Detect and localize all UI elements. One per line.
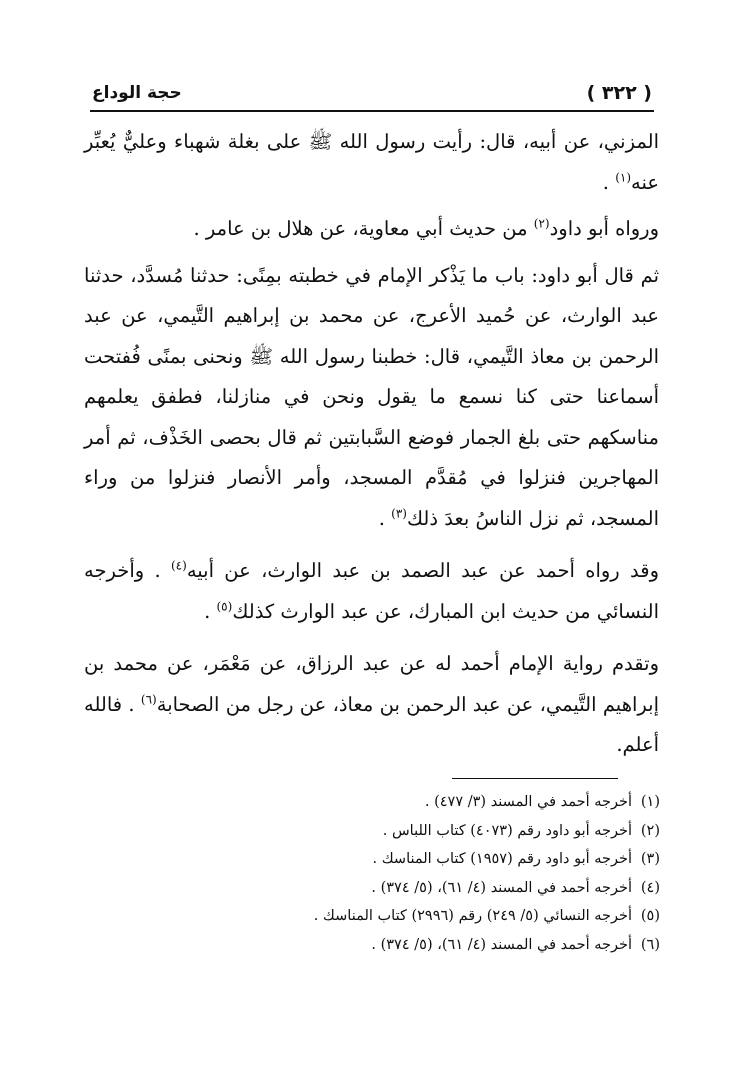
footnote-item: (٢)أخرجه أبو داود رقم (٤٠٧٣) كتاب اللباس . [382, 822, 660, 839]
footnote-ref: (٣) [391, 506, 407, 520]
footnote-item: (٤)أخرجه أحمد في المسند (٤/ ٦١)، (٥/ ٣٧٤) . [371, 879, 660, 896]
footnote-item: (١)أخرجه أحمد في المسند (٣/ ٤٧٧) . [424, 794, 660, 810]
paragraph: ثم قال أبو داود: باب ما يَذْكر الإمام في خطبته بمِنًى: حدثنا مُسدَّد، حدثنا عبد الوارث، عن حُميد الأعرج، عن محمد بن إبراهيم التَّيمي، عن عبد الرحمن بن معاذ التَّيمي، قال: خطبنا رسول الله ﷺ ونحنى بمنًى فُفتحت أسماعنا حتى كنا نسمع ما يقول ونحن في منازلنا، فطفق يعلمهم مناسكهم حتى بلغ الجمار فوضع السَّبابتين ثم قال بحصى الخَذْف، ثم أمر المهاجرين فنزلوا في مُقدَّم المسجد، وأمر الأنصار فنزلوا من وراء المسجد، ثم نزل الناسُ بعدَ ذلك$^{(٣)}$ . [84, 263, 659, 530]
footnote-ref: (٤) [170, 558, 187, 573]
footnote-ref: (٦) [140, 692, 157, 706]
paragraph: ورواه أبو داود$^{(٢)}$ من حديث أبي معاوية، عن هلال بن عامر . [193, 216, 659, 240]
paragraph: المزني، عن أبيه، قال: رأيت رسول الله ﷺ على بغلة شهباء وعليٌّ يُعبِّر عنه$^{(١)}$ . [84, 130, 659, 194]
footnote-item: (٣)أخرجه أبو داود رقم (١٩٥٧) كتاب المناسك . [372, 851, 660, 867]
paragraph: وقد رواه أحمد عن عبد الصمد بن عبد الوارث، عن أبيه$^{(٤)}$ . وأخرجه النسائي من حديث ابن المبارك، عن عبد الوارث كذلك$^{(٥)}$ . [84, 558, 659, 623]
running-header [92, 74, 652, 104]
footnotes [140, 788, 660, 959]
footnote-ref: (٢) [533, 216, 550, 231]
paragraph: وتقدم رواية الإمام أحمد له عن عبد الرزاق، عن مَعْمَر، عن محمد بن إبراهيم التَّيمي، عن عبد الرحمن بن معاذ، عن رجل من الصحابة$^{(٦)}$ . فالله أعلم. [84, 652, 659, 756]
footnote-item: (٥)أخرجه النسائي (٥/ ٢٤٩) رقم (٢٩٩٦) كتاب المناسك . [313, 908, 660, 924]
header-divider [90, 110, 654, 112]
header-title: حجة الوداع [92, 83, 182, 103]
footnote-divider [452, 778, 618, 779]
footnote-ref: (٥) [216, 599, 233, 613]
page-number: ( ٣٢٢ ) [586, 82, 652, 104]
footnote-item: (٦)أخرجه أحمد في المسند (٤/ ٦١)، (٥/ ٣٧٤) . [371, 936, 660, 953]
footnote-ref: (١) [615, 170, 632, 184]
main-text [84, 122, 659, 766]
